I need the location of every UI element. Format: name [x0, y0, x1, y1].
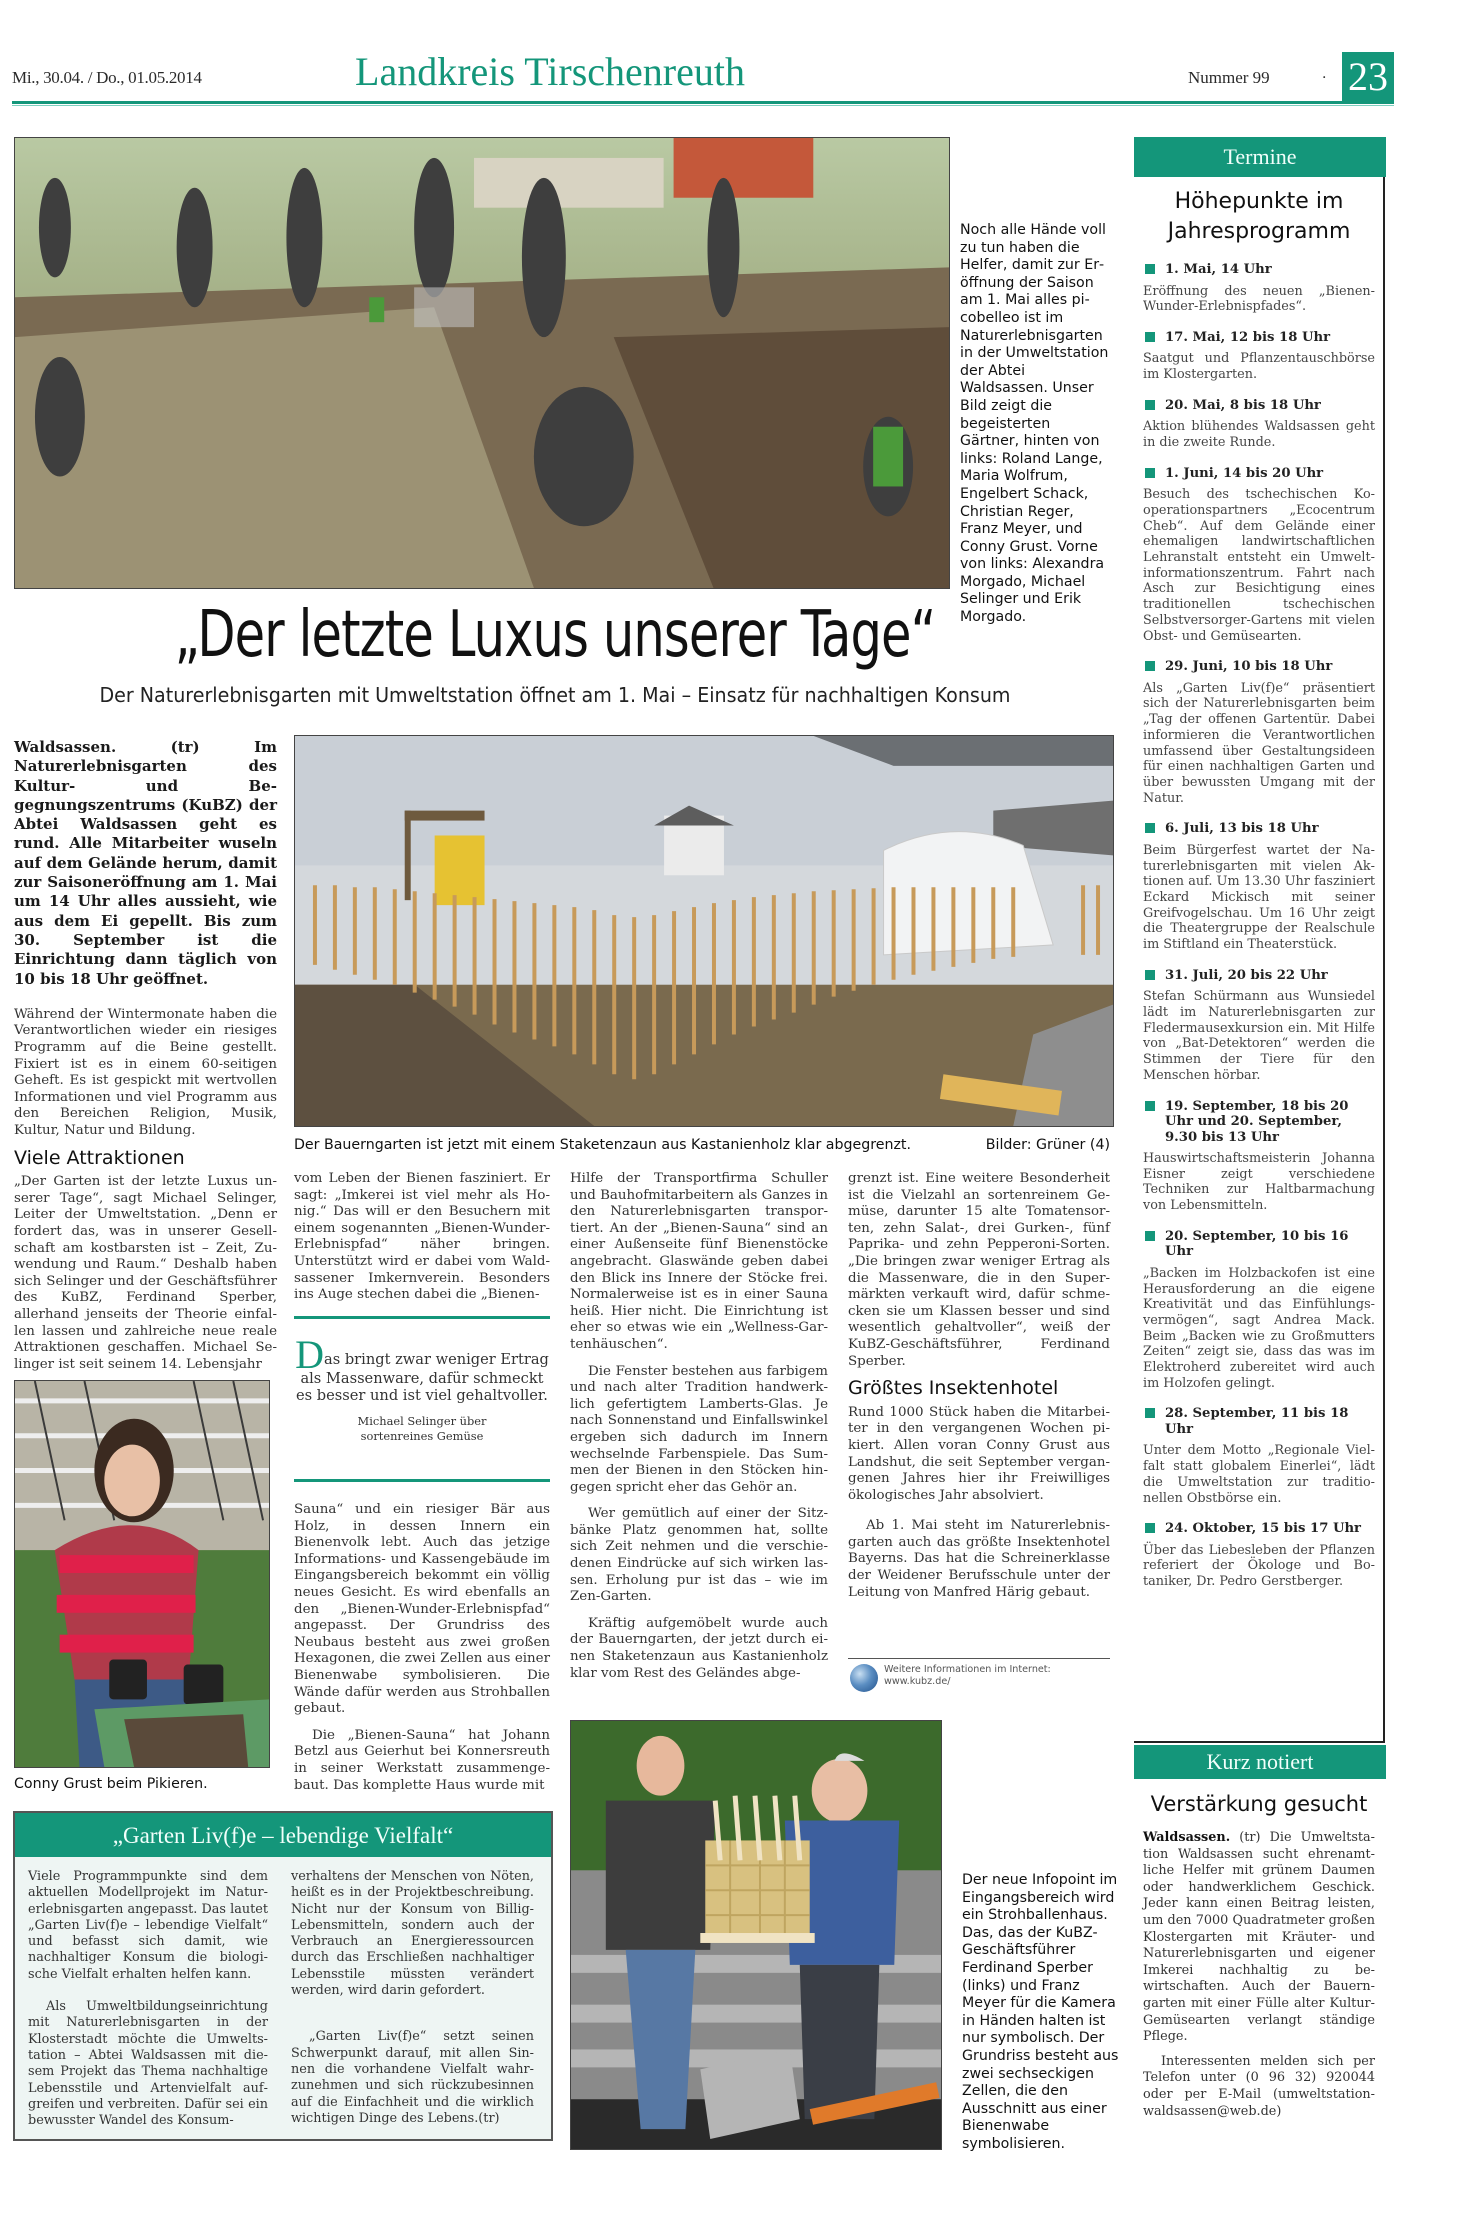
article-column-2b [294, 1502, 550, 1804]
quote-text: as bringt zwar weniger Ertrag als Massenware, dafür schmeckt es besser und ist viel gehaltvoller. [296, 1351, 549, 1404]
info-box-paragraph: Als Umweltbildungseinrichtung mit Naturerlebnisgarten in der Klosterstadt möchte die Umweltstation – Abtei Waldsassen mit diesem Projekt das Thema nachhaltige Lebensstile und Artenvielfalt aufgreifen und verbreiten. Dafür sei ein bewusster Wandel des Konsum- [28, 1999, 268, 2129]
article-paragraph: Wer gemütlich auf einer der Sitzbänke Platz genommen hat, sollte sich Zeit nehmen und die verschiedenen Eindrücke auf sich wirken lassen. Erholung pur ist das – wie im Zen-Garten. [570, 1506, 828, 1605]
quote-source-line: Michael Selinger über [357, 1414, 487, 1428]
kurz-notiert-body [1143, 1830, 1375, 2130]
photo-infopoint [570, 1720, 942, 2150]
bullet-square-icon [1145, 1101, 1155, 1111]
photo-conny-grust [14, 1380, 270, 1768]
event-description: Als „Garten Liv(f)e“ präsentiert sich der Naturerlebnisgarten beim „Tag der offenen Gartentür. Dabei informieren die Verantwortlichen umfassend über Gestaltungsideen für einen nachhaltigen Garten und über bewussten Umgang mit der Natur. [1143, 680, 1375, 806]
event-item [1143, 330, 1375, 383]
event-description: „Backen im Holzbackofen ist eine Herausforderung an die eigene Kreativität und das Einfühlungsvermögen“, sagt Andrea Mack. Beim „Backen wie zu Großmutters Zeiten“ zeigt sie, dass das was im Elektroherd zubereitet wird auch im Holzofen gelingt. [1143, 1265, 1375, 1391]
event-date [1143, 330, 1375, 346]
photo-credit: Bilder: Grüner (4) [985, 1137, 1110, 1153]
event-item [1143, 968, 1375, 1084]
bullet-square-icon [1145, 1408, 1155, 1418]
event-date-text: 1. Mai, 14 Uhr [1165, 262, 1272, 277]
quote-rule-bottom [294, 1479, 550, 1482]
event-date-text: 31. Juli, 20 bis 22 Uhr [1165, 967, 1328, 983]
event-list [1143, 262, 1375, 1605]
kurz-notiert-title: Verstärkung gesucht [1150, 1792, 1368, 1816]
issue-date: Mi., 30.04. / Do., 01.05.2014 [12, 68, 202, 87]
article-paragraph: Kräftig aufgemöbelt wurde auch der Bauerngarten, der jetzt durch einen Staketenzaun aus Kastanienholz klar vom Rest des Geländes abge- [570, 1615, 828, 1681]
article-paragraph: Ab 1. Mai steht im Naturerlebnisgarten auch das größte Insektenhotel Bayerns. Das hat die Schreinerklasse der Weidener Berufsschule unter der Leitung von Manfred Härig gebaut. [848, 1518, 1110, 1600]
event-date [1143, 1229, 1375, 1260]
article-paragraph: Hilfe der Transportfirma Schuller und Bauhofmitarbeitern als Ganzes in den Naturerlebnisgarten transportiert. An der „Bienen-Sauna“ sind an einer Außenseite fünf Bienenstöcke angebracht. Glaswände geben dabei den Blick ins Innere der Stöcke frei. Normalerweise ist es in einer Sauna heiß. Hier nicht. Die Einrichtung ist eher so etwas wie ein „Wellness-Gartenhäuschen“. [570, 1171, 828, 1352]
bullet-square-icon [1145, 1231, 1155, 1241]
subtitle-viele-attraktionen: Viele Attraktionen [14, 1146, 185, 1169]
bullet-square-icon [1145, 823, 1155, 833]
event-date-text: 28. September, 11 bis 18 Uhr [1165, 1406, 1349, 1437]
separator-dot: · [1322, 70, 1327, 86]
photo-caption-fence: Der Bauerngarten ist jetzt mit einem Staketenzaun aus Kastanienholz klar abgegrenzt. [294, 1137, 911, 1153]
masthead-rule [12, 101, 1394, 104]
event-description: Saatgut und Pflanzentauschbörse im Klostergarten. [1143, 351, 1375, 383]
sidebar-header-termine: Termine [1134, 137, 1386, 177]
info-box-title: „Garten Liv(f)e – lebendige Vielfalt“ [13, 1811, 553, 1857]
kurz-notiert-contact: Interessenten melden sich per Telefon unter (0 96 32) 920044 oder per E-Mail (umweltstationwaldsassen@web.de) [1143, 2053, 1375, 2119]
sidebar-header-kurz-notiert: Kurz notiert [1134, 1745, 1386, 1779]
photo-caption-helpers: Noch alle Hände voll zu tun haben die Helfer, damit zur Eröffnung der Saison am 1. Mai alles picobelleo ist im Naturerlebnisgarten in der Umweltstation der Abtei Waldsassen. Unser Bild zeigt die begeisterten Gärtner, hinten von links: Roland Lange, Maria Wolfrum, Engelbert Schack, Christian Reger, Franz Meyer, und Conny Grust. Vorne von links: Alexandra Morgado, Michael Selinger und Erik Morgado. [960, 222, 1109, 626]
section-title: Landkreis Tirschenreuth [355, 49, 745, 94]
quote-source-line: sortenreines Gemüse [360, 1428, 484, 1443]
event-description: Unter dem Motto „Regionale Vielfalt statt globalem Einerlei“, lädt die Umweltstation zur traditionellen Obstbörse ein. [1143, 1443, 1375, 1506]
article-column-2 [294, 1171, 550, 1314]
event-date [1143, 1406, 1375, 1437]
event-date-text: 6. Juli, 13 bis 18 Uhr [1165, 821, 1319, 837]
event-description: Besuch des tschechischen Kooperationspartners „Ecocentrum Cheb“. Auf dem Gelände einer ehemaligen landwirtschaftlichen Lehranstalt entsteht ein Umweltinformationszentrum. Fahrt nach Asch zur Besichtigung eines traditionellen tschechischen Selbstversorger-Gartens mit vielen Obst- und Gemüsearten. [1143, 487, 1375, 644]
event-description: Stefan Schürmann aus Wunsiedel lädt im Naturerlebnisgarten zur Fledermausexkursion ein. Mit Hilfe von „Bat-Detektoren“ werden die Stimmen der Tiere für den Menschen hörbar. [1143, 989, 1375, 1083]
article-subhead: Der Naturerlebnisgarten mit Umweltstation öffnet am 1. Mai – Einsatz für nachhaltigen Konsum [99, 683, 1011, 707]
masthead-rule-light [12, 105, 1394, 106]
sidebar-title-line: Höhepunkte im [1174, 189, 1344, 214]
bullet-square-icon [1145, 332, 1155, 342]
subtitle-insektenhotel: Größtes Insektenhotel [848, 1377, 1059, 1400]
event-date [1143, 1521, 1375, 1537]
article-paragraph: Rund 1000 Stück haben die Mitarbeiter in den vergangenen Wochen pikiert. Allen voran Conny Grust aus Landshut, die seit September vergangenen Jahres hier ihr Freiwilliges ökologisches Jahr absolviert. [848, 1404, 1110, 1503]
event-date-text: 29. Juni, 10 bis 18 Uhr [1165, 659, 1333, 675]
photo-garden-helpers [14, 137, 950, 589]
article-paragraph: Sauna“ und ein riesiger Bär aus Holz, in dessen Innern ein Bienenvolk lebt. Auch das jetzige Informations- und Kassengebäude im Eingangsbereich bekommt ein völlig neues Gesicht. Es wird ebenfalls an den „Bienen-Wunder-Erlebnispfad“ angepasst. Der Grundriss des Neubaus besteht aus zwei großen Hexagonen, die zwei Zellen aus einer Bienenwabe symbolisieren. Die Wände dafür werden aus Strohballen gebaut. [294, 1502, 550, 1717]
web-link-label: Weitere Informationen im Internet: [884, 1664, 1051, 1675]
bullet-square-icon [1145, 661, 1155, 671]
globe-icon [850, 1664, 878, 1692]
article-column-1 [14, 738, 277, 1383]
event-date-text: 20. Mai, 8 bis 18 Uhr [1165, 397, 1321, 413]
info-box-column-2 [291, 1869, 534, 2137]
event-description: Eröffnung des neuen „Bienen-Wunder-Erlebnispfades“. [1143, 283, 1375, 315]
article-paragraph: Die „Bienen-Sauna“ hat Johann Betzl aus Geierhut bei Konnersreuth in seiner Werkstatt zusammengebaut. Das komplette Haus wurde mit [294, 1727, 550, 1793]
article-paragraph: grenzt ist. Eine weitere Besonderheit ist die Vielzahl an sortenreinem Gemüse, darunter 15 alte Tomatensorten, zehn Salat-, drei Gurken-, fünf Paprika- und zehn Pepperoni-Sorten. „Die bringen zwar weniger Ertrag als die Massenware, die in den Supermärkten verkauft wird, dafür schmecken sie um Klassen besser und sind wesentlich gehaltvoller“, weiß der KuBZ-Geschäftsführer, Ferdinand Sperber. [848, 1171, 1110, 1369]
article-column-3 [570, 1171, 828, 1692]
issue-number: Nummer 99 [1188, 68, 1270, 87]
sidebar-title-line: Jahresprogramm [1167, 219, 1351, 244]
event-item [1143, 1406, 1375, 1506]
event-item [1143, 466, 1375, 645]
photo-caption-conny: Conny Grust beim Pikieren. [14, 1776, 208, 1792]
event-item [1143, 398, 1375, 451]
event-description: Hauswirtschaftsmeisterin Johanna Eisner zeigt verschiedene Techniken zur Haltbarmachung von Lebensmitteln. [1143, 1151, 1375, 1214]
event-date [1143, 821, 1375, 837]
event-date [1143, 398, 1375, 414]
kurz-notiert-lead: Waldsassen. [1143, 1830, 1231, 1845]
event-date-text: 17. Mai, 12 bis 18 Uhr [1165, 329, 1331, 345]
event-date-text: 1. Juni, 14 bis 20 Uhr [1165, 465, 1324, 481]
info-box-paragraph: verhaltens der Menschen von Nöten, heißt es in der Projektbeschreibung. Nicht nur der Konsum von Billig-Lebensmitteln, sondern auch der Verbrauch an Energieressourcen durch das Erschließen nachhaltiger Lebensstile müssten verändert werden, wird darin gefordert. [291, 1869, 534, 1999]
event-item [1143, 262, 1375, 315]
bullet-square-icon [1145, 468, 1155, 478]
event-date [1143, 262, 1375, 278]
quote-rule-top [294, 1316, 550, 1319]
event-description: Über das Liebesleben der Pflanzen referiert der Ökologe und Botaniker, Dr. Pedro Gerstberger. [1143, 1542, 1375, 1590]
bullet-square-icon [1145, 400, 1155, 410]
pull-quote [294, 1332, 550, 1443]
info-box-paragraph: Viele Programmpunkte sind dem aktuellen Modellprojekt im Naturerlebnisgarten angepasst. Das lautet „Garten Liv(f)e – lebendige Vielfalt“ und befasst sich damit, wie nachhaltiger Konsum die biologische Vielfalt erhalten helfen kann. [28, 1869, 268, 1982]
event-date [1143, 1099, 1375, 1146]
kurz-notiert-paragraph: (tr) Die Umweltstation Waldsassen sucht ehrenamtliche Helfer mit grünem Daumen oder handwerklichem Geschick. Jeder kann einen Beitrag leisten, um den 7000 Quadratmeter großen Klostergarten mit Kräuter- und Naturerlebnisgarten und eigener Imkerei nachhaltig zu bewirtschaften. Auch der Bauerngarten mit einer Fülle alter Kultur-Gemüsearten verlangt ständige Pflege. [1143, 1830, 1375, 2045]
article-headline: „Der letzte Luxus unserer Tage“ [174, 598, 936, 672]
event-date [1143, 466, 1375, 482]
web-link[interactable] [884, 1664, 1051, 1688]
bullet-square-icon [1145, 970, 1155, 980]
event-date [1143, 968, 1375, 984]
bullet-square-icon [1145, 264, 1155, 274]
photo-fence [294, 735, 1114, 1127]
web-link-rule [848, 1658, 1110, 1659]
event-item [1143, 1521, 1375, 1590]
article-paragraph: „Der Garten ist der letzte Luxus unserer Tage“, sagt Michael Selinger, Leiter der Umweltstation. „Denn er fordert das, was in unserer Gesellschaft am kostbarsten ist – Zeit, Zuwendung und Raum.“ Deshalb haben sich Selinger und der Geschäftsführer des KuBZ, Ferdinand Sperber, allerhand jenseits der Theorie einfallen lassen und zahlreiche neue reale Attraktionen geschaffen. Michael Selinger ist seit seinem 14. Lebensjahr [14, 1174, 277, 1372]
article-paragraph: vom Leben der Bienen fasziniert. Er sagt: „Imkerei ist viel mehr als Honig.“ Das will er den Besuchern mit einem sogenannten „Bienen-Wunder-Erlebnispfad“ näher bringen. Unterstützt wird er dabei vom Waldsassener Imkernverein. Besonders ins Auge stechen dabei die „Bienen- [294, 1171, 550, 1303]
article-paragraph: Die Fenster bestehen aus farbigem und nach alter Tradition handwerklich gefertigtem Lamberts-Glas. Je nach Sonnenstand und Einfallswinkel ergeben sich dadurch im Innern wechselnde Farbenspiele. Das Summen der Bienen in den Stöcken hingegen spricht eher das Gehör an. [570, 1363, 828, 1495]
web-link-url[interactable]: www.kubz.de/ [884, 1676, 951, 1687]
event-date-text: 24. Oktober, 15 bis 17 Uhr [1165, 1521, 1361, 1537]
page-number: 23 [1342, 52, 1394, 102]
article-column-4 [848, 1171, 1110, 1611]
quote-initial: D [295, 1332, 325, 1377]
info-box-column-1 [28, 1869, 268, 2139]
event-item [1143, 1229, 1375, 1392]
event-description: Aktion blühendes Waldsassen geht in die zweite Runde. [1143, 419, 1375, 451]
event-date [1143, 659, 1375, 675]
event-description: Beim Bürgerfest wartet der Naturerlebnisgarten mit vielen Aktionen auf. Um 13.30 Uhr fasziniert Eckard Mickisch mit seiner Greifvogelschau. Um 16 Uhr zeigt die Theatergruppe der Realschule im Stiftland ein Theaterstück. [1143, 842, 1375, 953]
event-item [1143, 821, 1375, 952]
quote-source [294, 1414, 550, 1443]
photo-caption-infopoint: Der neue Infopoint im Eingangsbereich wird ein Strohballenhaus. Das, das der KuBZ-Geschäftsführer Ferdinand Sperber (links) und Franz Meyer für die Kamera in Händen halten ist nur symbolisch. Der Grundriss besteht aus zwei sechseckigen Zellen, die den Ausschnitt aus einer Bienenwabe symbolisieren. [962, 1872, 1119, 2152]
article-paragraph: Während der Wintermonate haben die Verantwortlichen wieder ein riesiges Programm auf die Beine gestellt. Fixiert ist es in einem 60-seitigen Geheft. Es ist gespickt mit wertvollen Informationen und viel Programm aus den Bereichen Religion, Musik, Kultur, Natur und Bildung. [14, 1006, 277, 1139]
sidebar-title [1134, 187, 1384, 247]
event-date-text: 20. September, 10 bis 16 Uhr [1165, 1228, 1349, 1260]
event-item [1143, 659, 1375, 806]
bullet-square-icon [1145, 1523, 1155, 1533]
info-box-paragraph: „Garten Liv(f)e“ setzt seinen Schwerpunkt darauf, mit allen Sinnen die vorhandene Vielfalt wahrzunehmen und sich rückzubesinnen auf die Einfachheit und die wirklich wichtigen Dinge des Lebens.(tr) [291, 2029, 534, 2126]
article-lead: Waldsassen. (tr) Im Naturerlebnisgarten des Kultur- und Begegnungszentrums (KuBZ) der Abtei Waldsassen geht es rund. Alle Mitarbeiter wuseln auf dem Gelände herum, damit zur Saisoneröffnung am 1. Mai um 14 Uhr alles aussieht, wie aus dem Ei gepellt. Bis zum 30. September ist die Einrichtung dann täglich von 10 bis 18 Uhr geöffnet. [14, 738, 277, 988]
event-item [1143, 1099, 1375, 1214]
event-date-text: 19. September, 18 bis 20 Uhr und 20. September, 9.30 bis 13 Uhr [1165, 1098, 1349, 1145]
